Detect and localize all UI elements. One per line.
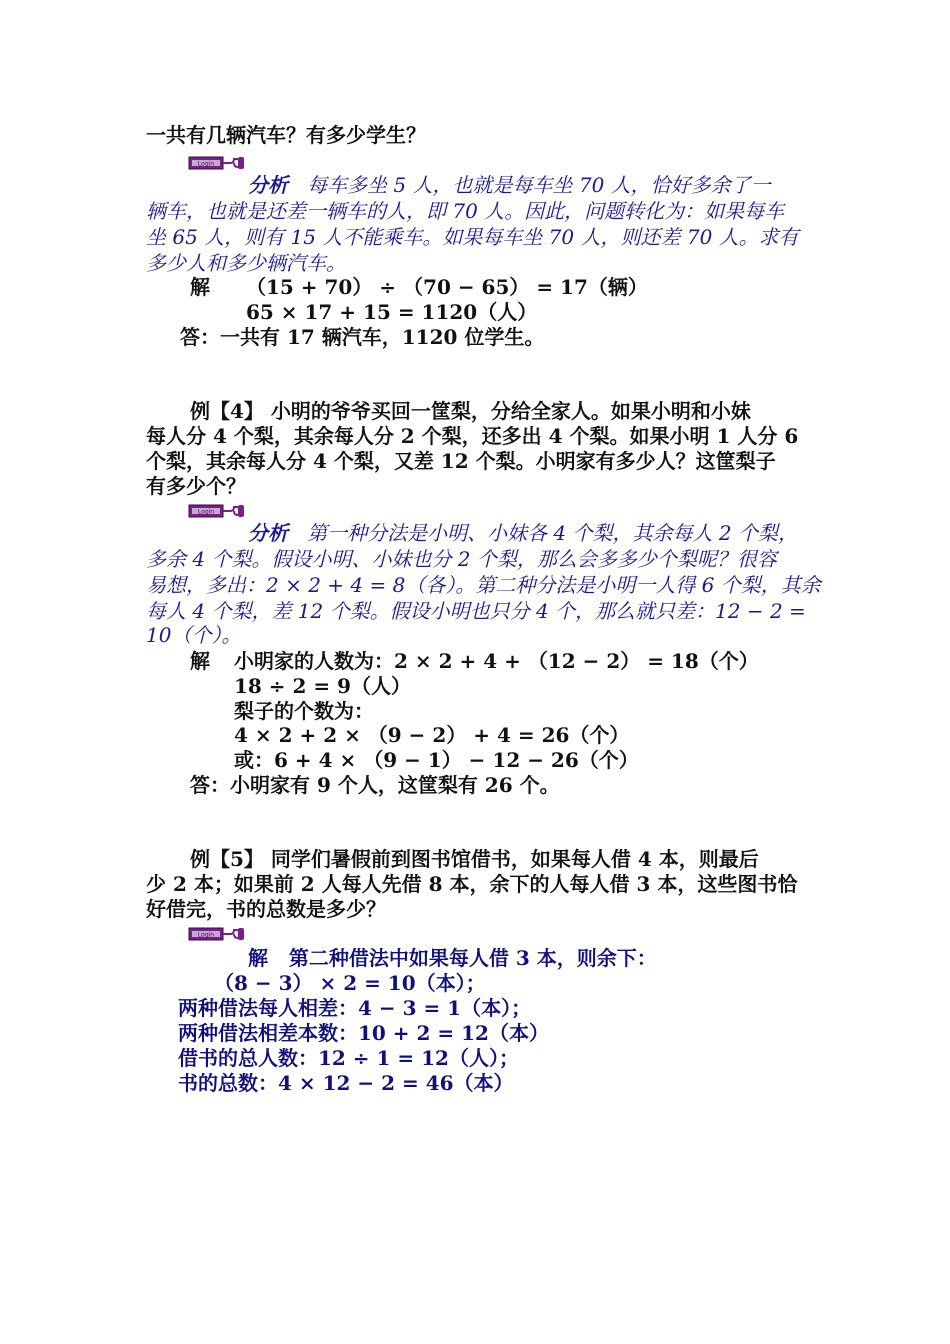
plug-label: Login [197,160,215,168]
q5-question-line-1: 例【5】 同学们暑假前到图书馆借书，如果每人借 4 本，则最后 [190,847,759,871]
q3-solution-label: 解 [190,275,210,299]
q4-question-line-2: 每人分 4 个梨，其余每人分 2 个梨，还多出 4 个梨。如果小明 1 人分 6 [146,424,799,448]
q5-solution-line-2: （8 − 3） × 2 = 10（本）； [214,971,486,995]
q5-solution-line-1: 解 第二种借法中如果每人借 3 本，则余下： [248,946,657,970]
q4-analysis-line-4: 每人 4 个梨，差 12 个梨。假设小明也只分 4 个，那么就只差：12 − 2 = [146,599,806,623]
q5-solution-line-6: 书的总数：4 × 12 − 2 = 46（本） [178,1071,514,1095]
q4-question-line-3: 个梨，其余每人分 4 个梨，又差 12 个梨。小明家有多少人？这筐梨子 [146,449,776,473]
q4-analysis-line-5: 10（个）。 [146,623,242,647]
q3-solution-line-1: （15 + 70） ÷ （70 − 65） = 17（辆） [246,275,648,299]
q4-analysis-line-3: 易想，多出：2 × 2 + 4 = 8（各）。第二种分法是小明一人得 6 个梨，其余 [146,573,821,597]
plug-icon [188,154,246,172]
q3-analysis-line-3: 坐 65 人，则有 15 人不能乘车。如果每车坐 70 人，则还差 70 人。求有 [146,225,799,249]
q5-question-line-3: 好借完，书的总数是多少？ [146,897,386,921]
q3-analysis-line-2: 辆车，也就是还差一辆车的人，即 70 人。因此，问题转化为：如果每车 [146,199,785,223]
q5-solution-line-3: 两种借法每人相差：4 − 3 = 1（本）； [178,996,532,1020]
q5-solution-label: 解 [248,946,268,970]
q3-analysis-line-4: 多少人和多少辆汽车。 [146,251,346,275]
q5-solution-line-5: 借书的总人数：12 ÷ 1 = 12（人）； [178,1046,519,1070]
plug-label: Login [197,508,215,516]
plug-icon [188,925,246,943]
q3-question-tail: 一共有几辆汽车？有多少学生？ [146,123,426,147]
q4-solution-label: 解 [190,649,210,673]
q4-answer: 答：小明家有 9 个人，这筐梨有 26 个。 [190,773,560,797]
q3-answer: 答：一共有 17 辆汽车，1120 位学生。 [180,325,545,349]
q5-solution-line-4: 两种借法相差本数：10 + 2 = 12（本） [178,1021,549,1045]
q4-solution-line-2: 18 ÷ 2 = 9（人） [234,674,412,698]
plug-label: Login [197,931,215,939]
analysis-label: 分析 [248,521,288,545]
q4-analysis-line-1: 分析 第一种分法是小明、小妹各 4 个梨，其余每人 2 个梨， [248,521,798,545]
q4-solution-line-1: 小明家的人数为：2 × 2 + 4 + （12 − 2） = 18（个） [234,649,759,673]
q5-question-line-2: 少 2 本；如果前 2 人每人先借 8 本，余下的人每人借 3 本，这些图书恰 [146,872,798,896]
plug-icon [188,502,246,520]
q4-question-line-1: 例【4】 小明的爷爷买回一筐梨，分给全家人。如果小明和小妹 [190,399,751,423]
q4-solution-line-4: 4 × 2 + 2 × （9 − 2） + 4 = 26（个） [234,723,630,747]
q4-solution-line-3: 梨子的个数为： [234,699,374,723]
q4-solution-line-5: 或：6 + 4 × （9 − 1） − 12 − 26（个） [234,748,639,772]
analysis-label: 分析 [248,173,288,197]
q4-analysis-line-2: 多余 4 个梨。假设小明、小妹也分 2 个梨，那么会多多少个梨呢？很容 [146,547,777,571]
q3-analysis-line-1: 分析 每车多坐 5 人，也就是每车坐 70 人，恰好多余了一 [248,173,771,197]
q3-solution-line-2: 65 × 17 + 15 = 1120（人） [246,300,538,324]
q4-question-line-4: 有多少个？ [146,474,246,498]
